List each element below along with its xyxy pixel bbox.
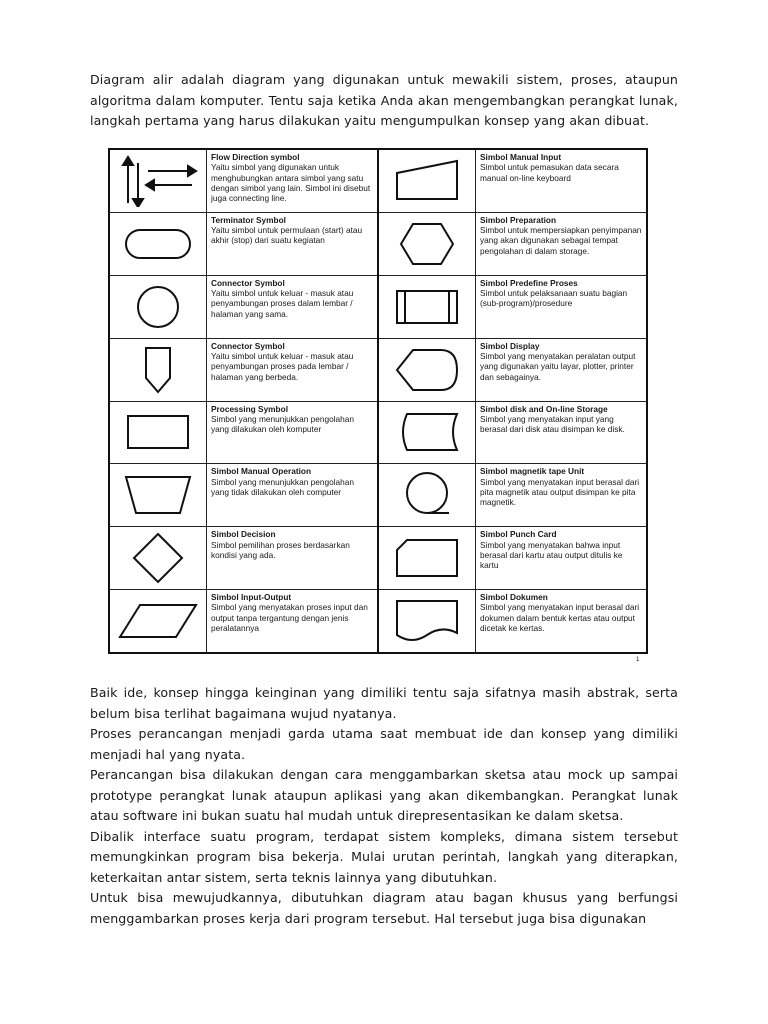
symbol-row [110,463,377,526]
symbol-row [110,338,377,401]
symbol-row [110,150,377,212]
paragraph: Baik ide, konsep hingga keinginan yang dimiliki tentu saja sifatnya masih abstrak, serta belum bisa terlihat bagaimana wujud nyatanya. [90,685,678,721]
symbol-column-left [110,150,377,652]
symbol-row [110,212,377,275]
flowchart-symbol-table [108,148,648,654]
symbol-row [379,589,646,652]
disk-storage-icon [385,406,469,458]
symbol-column-right [377,150,646,652]
symbol-title: Simbol Manual Input [480,152,562,162]
symbol-description: Simbol yang menyatakan proses input dan output tanpa tergantung dengan jenis peralatannya [211,602,368,634]
symbol-title: Flow Direction symbol [211,152,300,162]
intro-paragraph [90,70,678,132]
preparation-icon [385,218,469,270]
flow-direction-icon [116,155,200,207]
symbol-description: Simbol pemilihan proses berdasarkan kondisi yang ada. [211,539,350,560]
symbol-description: Simbol yang menyatakan input berasal dari pita magnetik atau output disimpan ke pita magnetik. [480,476,640,508]
symbol-description: Simbol yang menunjukkan pengolahan yang tidak dilakukan oleh computer [211,476,354,497]
manual-operation-icon [116,469,200,521]
document-icon [385,595,469,647]
symbol-title: Simbol Preparation [480,214,557,225]
symbol-row [110,275,377,338]
input-output-icon [116,595,200,647]
symbol-description: Simbol untuk pemasukan data secara manual on-line keyboard [480,162,619,183]
manual-input-icon [385,155,469,207]
symbol-title: Terminator Symbol [211,214,286,225]
symbol-description: Simbol yang menunjukkan pengolahan yang dilakukan oleh komputer [211,413,354,435]
magnetic-tape-icon [385,469,469,521]
symbol-description: Simbol yang menyatakan bahwa input berasal dari kartu atau output ditulis ke kartu [480,539,623,571]
symbol-title: Processing Symbol [211,403,289,414]
symbol-title: Connector Symbol [211,277,285,288]
symbol-row [110,526,377,589]
symbol-description: Simbol untuk pelaksanaan suatu bagian (sub-program)/prosedure [480,288,628,309]
symbol-row [379,212,646,275]
symbol-description: Simbol untuk mempersiapkan penyimpanan yang akan digunakan sebagai tempat pengolahan di dalam storage. [480,225,642,256]
symbol-row [379,150,646,212]
symbol-row [379,275,646,338]
symbol-title: Simbol disk and On-line Storage [480,403,608,414]
symbol-description: Yaitu simbol untuk keluar - masuk atau penyambungan proses pada lembar / halaman yang berbeda. [211,350,354,382]
page-number: 1 [636,657,640,663]
symbol-description: Simbol yang menyatakan input yang berasal dari disk atau disimpan ke disk. [480,413,625,435]
decision-icon [116,532,200,584]
paragraph: Untuk bisa mewujudkannya, dibutuhkan diagram atau bagan khusus yang berfungsi menggambarkan proses kerja dari program tersebut. Hal tersebut juga bisa digunakan [90,890,678,926]
processing-icon [116,406,200,458]
symbol-title: Simbol Manual Operation [211,466,312,477]
intro-text: Diagram alir adalah diagram yang digunakan untuk mewakili sistem, proses, ataupun algoritma dalam komputer. Tentu saja ketika Anda akan mengembangkan perangkat lunak, langkah pertama yang harus dilakukan yaitu mengumpulkan konsep yang akan dibuat. [90,72,678,128]
symbol-row [110,401,377,464]
paragraph: Dibalik interface suatu program, terdapat sistem kompleks, dimana sistem tersebut memungkinkan program bisa bekerja. Mulai urutan perintah, langkah yang diterapkan, keterkaitan antar sistem, serta teknis lainnya yang dibutuhkan. [90,828,678,885]
symbol-description: Simbol yang menyatakan peralatan output yang digunakan yaitu layar, plotter, printer dan sebagainya. [480,350,636,382]
symbol-title: Simbol Predefine Proses [480,277,578,288]
symbol-description: Yaitu simbol untuk permulaan (start) atau akhir (stop) dari suatu kegiatan [211,225,363,246]
symbol-title: Connector Symbol [211,340,285,351]
symbol-description: Yaitu simbol yang digunakan untuk menghubungkan antara simbol yang satu dengan simbol yang lain. Simbol ini disebut juga connecting line. [211,162,371,204]
symbol-row [110,589,377,652]
symbol-row [379,338,646,401]
symbol-description: Simbol yang menyatakan input berasal dari dokumen dalam bentuk kertas atau output dicetak ke kertas. [480,602,640,634]
symbol-title: Simbol Punch Card [480,529,557,540]
symbol-title: Simbol Display [480,340,540,351]
punch-card-icon [385,532,469,584]
connector-circle-icon [116,281,200,333]
terminator-icon [116,218,200,270]
paragraph: Perancangan bisa dilakukan dengan cara menggambarkan sketsa atau mock up sampai prototype perangkat lunak ataupun aplikasi yang akan dikembangkan. Perangkat lunak atau software ini bukan suatu hal mudah untuk direpresentasikan ke dalam sketsa. [90,767,678,823]
predefined-process-icon [385,281,469,333]
symbol-title: Simbol Dokumen [480,592,548,603]
symbol-title: Simbol Decision [211,529,276,540]
symbol-row [379,526,646,589]
paragraph: Proses perancangan menjadi garda utama saat membuat ide dan konsep yang dimiliki menjadi hal yang nyata. [90,726,678,762]
offpage-connector-icon [116,344,200,396]
body-paragraphs [90,683,678,929]
symbol-row [379,463,646,526]
symbol-description: Yaitu simbol untuk keluar - masuk atau penyambungan proses dalam lembar / halaman yang sama. [211,288,354,319]
symbol-title: Simbol Input-Output [211,592,292,603]
symbol-row [379,401,646,464]
symbol-title: Simbol magnetik tape Unit [480,466,585,477]
display-icon [385,344,469,396]
